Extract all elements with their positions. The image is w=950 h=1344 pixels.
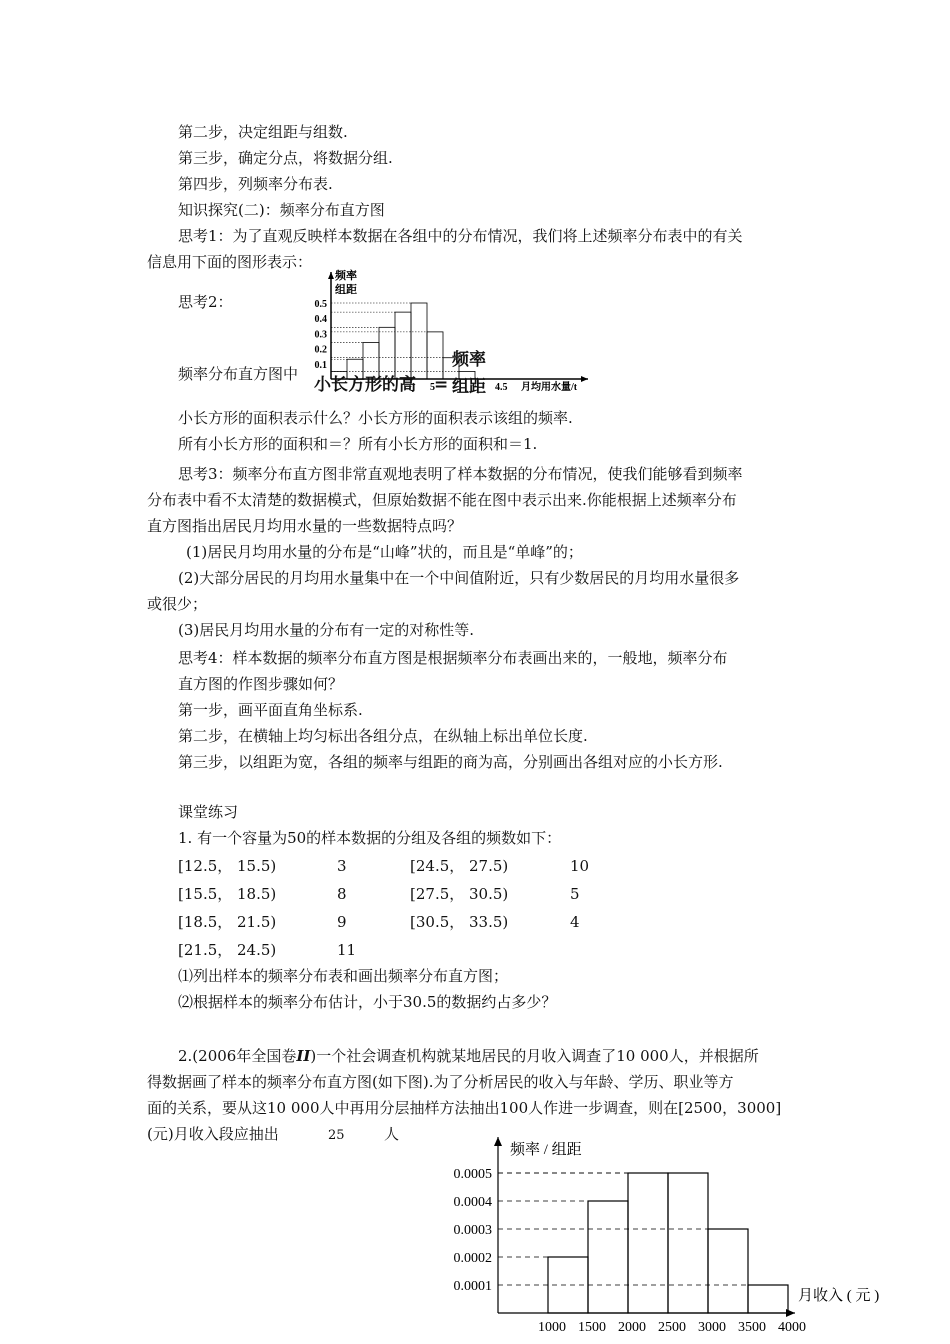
think2-answer-equals: =: [434, 375, 449, 395]
x-tick-label: 3000: [698, 1320, 726, 1335]
x-tick-label: 4000: [778, 1320, 806, 1335]
text-line: (1)居民月均用水量的分布是“山峰”状的，而且是“单峰”的；: [186, 543, 583, 561]
y-tick-label: 0.0002: [453, 1251, 492, 1266]
question-2-unit: 人: [384, 1125, 400, 1143]
text-line: 思考3：频率分布直方图非常直观地表明了样本数据的分布情况，使我们能够看到频率: [178, 465, 743, 483]
q1-interval: [27.5， 30.5): [410, 885, 509, 903]
think2-fraction-denominator: 组距: [452, 377, 486, 397]
histogram-bar: [411, 303, 427, 379]
histogram-bar: [588, 1201, 628, 1313]
text-line: (3)居民月均用水量的分布有一定的对称性等.: [178, 621, 475, 639]
x-axis-label: 月均用水量/t: [521, 382, 578, 393]
q1-interval: [24.5， 27.5): [410, 857, 509, 875]
histogram-bar: [379, 327, 395, 379]
text-line: (2)大部分居民的月均用水量集中在一个中间值附近，只有少数居民的月均用水量很多: [178, 569, 740, 587]
y-axis-arrow: [328, 272, 334, 279]
y-axis-label: 频率 / 组距: [510, 1142, 582, 1158]
x-tick-label: 1000: [538, 1320, 566, 1335]
question-2-line: 面的关系，要从这10 000人中再用分层抽样方法抽出100人作进一步调查，则在[2500，3000]: [147, 1099, 782, 1117]
q1-count: 3: [337, 857, 347, 875]
q2-prefix: 2.(2006年全国卷: [178, 1047, 297, 1065]
question-1-part-1: ⑴列出样本的频率分布表和画出频率分布直方图；: [178, 967, 509, 985]
section-heading: 知识探究(二)：频率分布直方图: [178, 201, 385, 219]
x-tick-label: 2000: [618, 1320, 646, 1335]
y-tick-label: 0.5: [314, 299, 327, 310]
histogram-bar: [668, 1173, 708, 1313]
think2-fraction-numerator: 频率: [452, 350, 486, 370]
question-2-line: (元)月收入段应抽出: [147, 1125, 279, 1143]
text-line: 所有小长方形的面积和＝？所有小长方形的面积和＝1.: [178, 435, 538, 453]
q1-interval: [18.5， 21.5): [178, 913, 277, 931]
text-line: 第二步，在横轴上均匀标出各组分点，在纵轴上标出单位长度.: [178, 727, 588, 745]
x-axis-label: 月收入 ( 元 ): [798, 1288, 880, 1304]
y-tick-label: 0.0004: [453, 1195, 492, 1210]
q1-count: 5: [570, 885, 580, 903]
y-axis-arrow: [494, 1137, 502, 1146]
histogram-bar: [748, 1285, 788, 1313]
text-line: 第四步，列频率分布表.: [178, 175, 333, 193]
text-line: 第三步，以组距为宽，各组的频率与组距的商为高，分别画出各组对应的小长方形.: [178, 753, 723, 771]
x-tick-label: 3500: [738, 1320, 766, 1335]
text-line: 小长方形的面积表示什么？小长方形的面积表示该组的频率.: [178, 409, 573, 427]
q1-count: 11: [337, 941, 357, 959]
x-tick-label: 2500: [658, 1320, 686, 1335]
q1-count: 4: [570, 913, 580, 931]
q1-count: 8: [337, 885, 347, 903]
histogram-bar: [708, 1229, 748, 1313]
histogram-bar: [427, 332, 443, 379]
histogram-bar: [395, 312, 411, 379]
question-2-line: 得数据画了样本的频率分布直方图(如下图).为了分析居民的收入与年龄、学历、职业等方: [147, 1073, 734, 1091]
think2-question: 频率分布直方图中: [178, 365, 299, 383]
x-axis-arrow: [786, 1309, 795, 1317]
histogram-bar: [628, 1173, 668, 1313]
q1-interval: [30.5， 33.5): [410, 913, 509, 931]
y-tick-label: 0.0003: [453, 1223, 492, 1238]
think2-answer-height: 小长方形的高: [314, 375, 416, 395]
question-1-intro: 1. 有一个容量为50的样本数据的分组及各组的频数如下：: [178, 829, 562, 847]
text-line: 直方图的作图步骤如何？: [178, 675, 344, 693]
question-1-part-2: ⑵根据样本的频率分布估计，小于30.5的数据约占多少？: [178, 993, 557, 1011]
x-tick-label: 5: [430, 382, 435, 393]
practice-title: 课堂练习: [178, 803, 239, 821]
q1-count: 9: [337, 913, 347, 931]
question-2-line: [178, 1046, 759, 1066]
y-axis-label: 频率: [335, 270, 357, 282]
x-tick-label: 1500: [578, 1320, 606, 1335]
q1-interval: [15.5， 18.5): [178, 885, 277, 903]
text-line: 信息用下面的图形表示：: [147, 253, 313, 271]
text-line: 思考1：为了直观反映样本数据在各组中的分布情况，我们将上述频率分布表中的有关: [178, 227, 743, 245]
text-line: 直方图指出居民月均用水量的一些数据特点吗？: [147, 517, 463, 535]
q2-roman-numeral: II: [296, 1047, 311, 1065]
text-line: 第二步，决定组距与组数.: [178, 123, 348, 141]
y-tick-label: 0.0001: [453, 1279, 492, 1294]
text-line: 或很少；: [147, 595, 208, 613]
y-tick-label: 0.1: [314, 359, 327, 371]
text-line: 思考4：样本数据的频率分布直方图是根据频率分布表画出来的，一般地，频率分布: [178, 649, 728, 667]
x-tick-label: 4.5: [495, 382, 508, 393]
q1-interval: [21.5， 24.5): [178, 941, 277, 959]
q2-line1-rest: )一个社会调查机构就某地居民的月收入调查了10 000人，并根据所: [310, 1047, 759, 1065]
text-line: 第三步，确定分点，将数据分组.: [178, 149, 393, 167]
y-tick-label: 0.4: [314, 314, 327, 326]
income-histogram-plot: [454, 1137, 880, 1335]
q1-interval: [12.5， 15.5): [178, 857, 277, 875]
q1-count: 10: [570, 857, 590, 875]
think2-label: 思考2：: [178, 293, 233, 311]
question-2-answer: 25: [328, 1128, 345, 1143]
y-axis-label: 组距: [335, 284, 357, 296]
text-line: 第一步，画平面直角坐标系.: [178, 701, 363, 719]
text-line: 分布表中看不太清楚的数据模式，但原始数据不能在图中表示出来.你能根据上述频率分布: [147, 491, 737, 509]
histogram-bar: [363, 343, 379, 379]
y-tick-label: 0.3: [314, 329, 327, 341]
y-tick-label: 0.2: [314, 344, 327, 356]
histogram-bar: [548, 1257, 588, 1313]
y-tick-label: 0.0005: [453, 1167, 492, 1182]
x-axis-arrow: [581, 376, 588, 382]
